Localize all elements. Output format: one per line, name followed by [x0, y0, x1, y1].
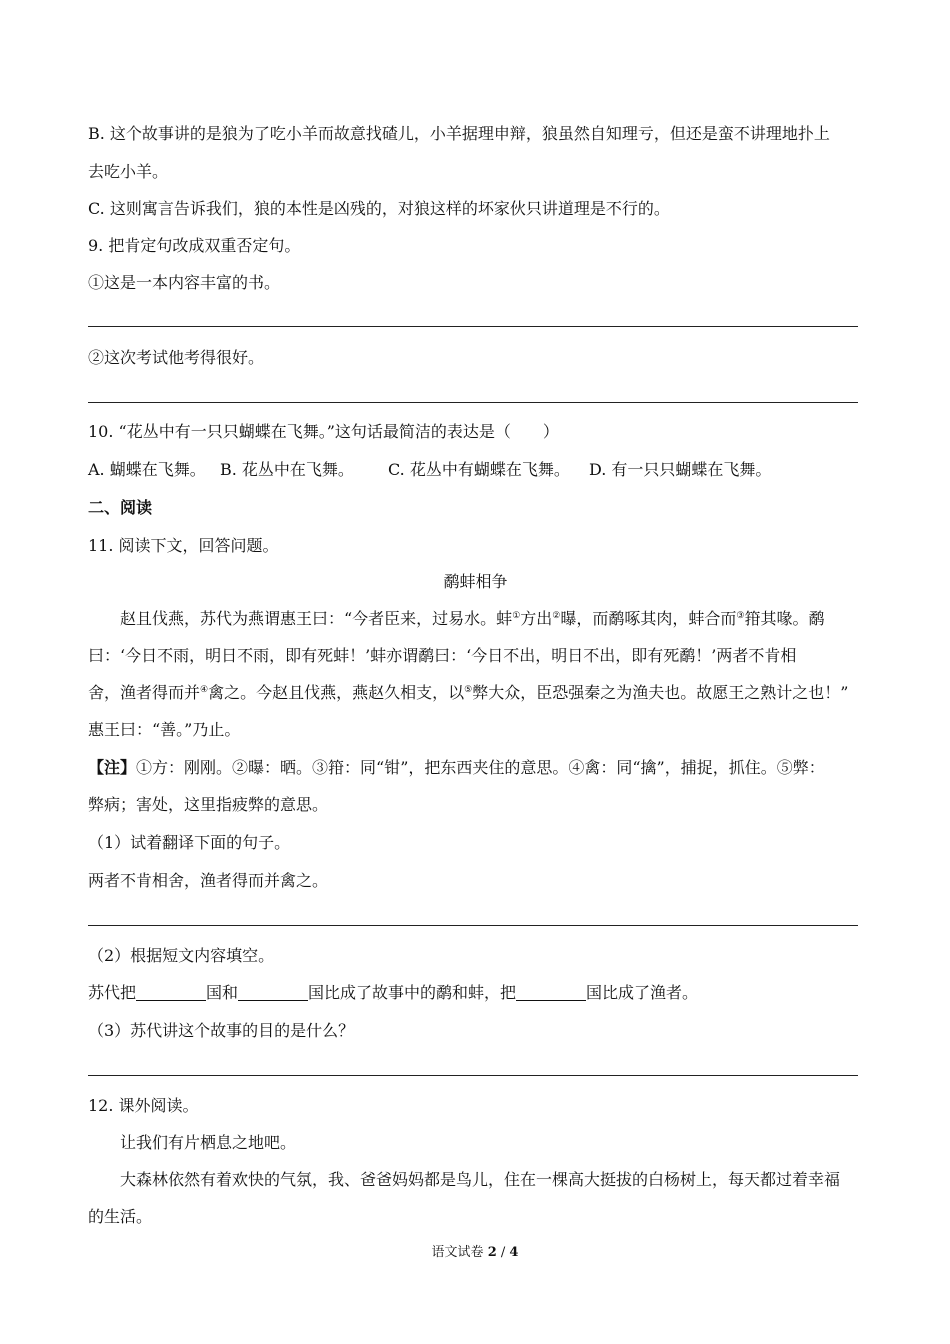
passage-text: 方出	[520, 609, 553, 628]
passage-line-4: 惠王曰：“善。”乃止。	[88, 720, 241, 739]
q11-sub2: （2）根据短文内容填空。	[88, 946, 275, 965]
q11-sub2-fill	[88, 983, 863, 1003]
footnote-marker-1: ①	[512, 611, 521, 621]
q9-answer-line-1[interactable]	[88, 326, 858, 327]
fill-text: 国比成了渔者。	[586, 983, 699, 1002]
q12-paragraph-line-2: 的生活。	[88, 1207, 153, 1226]
q10-option-a[interactable]: A. 蝴蝶在飞舞。	[88, 460, 206, 479]
notes-text: ①方：刚刚。②曝：晒。③箝：同“钳”，把东西夹住的意思。④禽：同“擒”，捕捉，抓住。⑤弊：	[136, 758, 825, 777]
fill-blank-2[interactable]	[238, 984, 308, 1001]
fill-text: 国比成了故事中的鹬和蚌，把	[308, 983, 517, 1002]
section-title-reading: 二、阅读	[88, 498, 153, 517]
footer-label: 语文试卷	[431, 1245, 484, 1260]
notes-label: 【注】	[88, 758, 137, 777]
q12-title-line: 让我们有片栖息之地吧。	[120, 1133, 297, 1152]
q10-option-b[interactable]: B. 花丛中在飞舞。	[220, 460, 354, 479]
q10-options	[88, 460, 863, 480]
footnote-marker-2: ②	[552, 611, 561, 621]
passage-line-1	[120, 609, 863, 629]
passage-text: 禽之。今赵且伐燕，燕赵久相支，以	[208, 683, 465, 702]
q9-item2: ②这次考试他考得很好。	[88, 348, 265, 367]
q8-option-b-line2: 去吃小羊。	[88, 162, 169, 181]
notes-line-2: 弊病；害处，这里指疲弊的意思。	[88, 795, 329, 814]
fill-text: 苏代把	[88, 983, 137, 1002]
q9-answer-line-2[interactable]	[88, 402, 858, 403]
passage-title: 鹬蚌相争	[443, 572, 508, 591]
footnote-marker-5: ⑤	[464, 685, 473, 695]
q11-sub1-answer-line[interactable]	[88, 925, 858, 926]
q12-paragraph-line-1: 大森林依然有着欢快的气氛，我、爸爸妈妈都是鸟儿，住在一棵高大挺拔的白杨树上，每天都过着幸福	[120, 1170, 841, 1189]
footer-page-total: 4	[509, 1245, 519, 1260]
footer-separator: /	[496, 1245, 510, 1260]
q10-option-d[interactable]: D. 有一只只蝴蝶在飞舞。	[589, 460, 772, 479]
fill-text: 国和	[206, 983, 239, 1002]
q8-option-c: C. 这则寓言告诉我们，狼的本性是凶残的，对狼这样的坏家伙只讲道理是不行的。	[88, 199, 670, 218]
footer-page-number: 2	[487, 1245, 497, 1260]
q10-option-c[interactable]: C. 花丛中有蝴蝶在飞舞。	[388, 460, 570, 479]
passage-line-3	[88, 683, 863, 703]
fill-blank-3[interactable]	[516, 984, 586, 1001]
notes-line-1	[88, 758, 863, 778]
page-footer	[0, 1244, 950, 1262]
q11-sub1-sentence: 两者不肯相舍，渔者得而并禽之。	[88, 871, 329, 890]
footnote-marker-4: ④	[200, 685, 209, 695]
q11-sub1: （1）试着翻译下面的句子。	[88, 833, 291, 852]
q10-stem: 10. “花丛中有一只只蝴蝶在飞舞。”这句话最简洁的表达是（ ）	[88, 422, 559, 441]
passage-text: 曝，而鹬啄其肉，蚌合而	[560, 609, 737, 628]
fill-blank-1[interactable]	[136, 984, 206, 1001]
passage-text: 箝其喙。鹬	[744, 609, 825, 628]
q9-item1: ①这是一本内容丰富的书。	[88, 273, 281, 292]
q11-sub3-answer-line[interactable]	[88, 1075, 858, 1076]
passage-text: 舍，渔者得而并	[88, 683, 201, 702]
passage-line-2: 曰：‘今日不雨，明日不雨，即有死蚌！’蚌亦谓鹬曰：‘今日不出，明日不出，即有死鹬！’两者不肯相	[88, 646, 797, 665]
q11-sub3: （3）苏代讲这个故事的目的是什么？	[88, 1021, 355, 1040]
passage-text: 弊大众，臣恐强秦之为渔夫也。故愿王之熟计之也！”	[472, 683, 849, 702]
q11-stem: 11. 阅读下文，回答问题。	[88, 536, 279, 555]
passage-text: 赵且伐燕，苏代为燕谓惠王曰：“今者臣来，过易水。蚌	[120, 609, 513, 628]
q12-stem: 12. 课外阅读。	[88, 1096, 199, 1115]
q8-option-b-line1: B. 这个故事讲的是狼为了吃小羊而故意找碴儿，小羊据理申辩，狼虽然自知理亏，但还是蛮不讲理地扑上	[88, 124, 830, 143]
q9-stem: 9. 把肯定句改成双重否定句。	[88, 236, 301, 255]
footnote-marker-3: ③	[736, 611, 745, 621]
